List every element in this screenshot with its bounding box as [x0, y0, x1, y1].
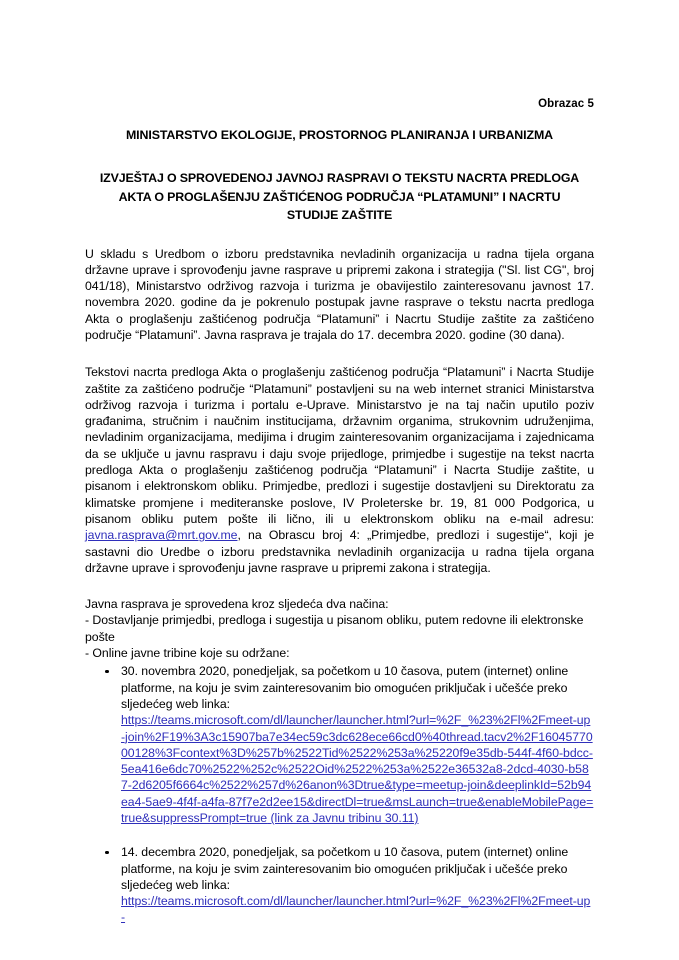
tribune-url-link[interactable]	[121, 712, 594, 826]
tribune-url-text: https://teams.microsoft.com/dl/launcher/launcher.html?url=%2F_%23%2Fl%2Fmeet-up-	[121, 894, 591, 925]
paragraph-publication-part-1: Tekstovi nacrta predloga Akta o proglašenju zaštićenog područja “Platamuni” i Nacrta Studije zaštite za zaštićeno područje “Platamuni” postavljeni su na web internet stranici Ministarstva održivog razvoja i turizma i portalu e-Uprave. Ministarstvo je na taj način uputilo poziv građanima, stručnim i naučnim institucijama, državnim organima, strukovnim udruženjima, nevladinim organizacijama, medijima i drugim zainteresovanim organizacijama i zajednicama da se uključe u javnu raspravu i daju svoje prijedloge, primjedbe i sugestije na tekst nacrta predloga Akta o proglašenju zaštićenog područja “Platamuni” i Nacrta Studije zaštite, u pisanom i elektronskom obliku. Primjedbe, predlozi i sugestije dostavljeni su Direktoratu za klimatske promjene i mediteranske poslove, IV Proleterske br. 19, 81 000 Podgorica, u pisanom obliku putem pošte ili lično, ili u elektronskom obliku na e-mail adresu:	[85, 365, 594, 526]
tribune-url-text: https://teams.microsoft.com/dl/launcher/launcher.html?url=%2F_%23%2Fl%2Fmeet-up-join%2F19%3A3c15907ba7e34ec59c3dc628ece66cd0%40thread.tacv2%2F1604577000128%3Fcontext%3D%257b%2522Tid%2522%253a%25220f9e35db-544f-4f60-bdcc-5ea416e6dc70%2522%252c%2522Oid%2522%253a%2522e36532a8-2dcd-4030-b587-2d6205f6664c%2522%257d%26anon%3Dtrue&type=meetup-join&deeplinkId=52b94ea4-5ae9-4f4f-a4fa-87f7e2d2ee15&directDl=true&msLaunch=true&enableMobilePage=true&suppressPrompt=true	[121, 713, 594, 825]
list-item	[85, 844, 594, 925]
paragraph-publication-part-2: , na Obrascu broj 4: „Primjedbe, predlozi i sugestije“, koji je sastavni dio Uredbe o izboru predstavnika nevladinih organizacija u radna tijela organa državne uprave i sprovođenju javne rasprave u pripremi zakona i strategija.	[85, 528, 594, 575]
methods-item-written: - Dostavljanje primjedbi, predloga i sugestija u pisanom obliku, putem redovne ili elektronske pošte	[85, 613, 584, 644]
document-title-line-3: STUDIJE ZAŠTITE	[286, 208, 393, 222]
tribune-list	[85, 663, 594, 925]
methods-block	[85, 596, 594, 661]
list-item	[85, 663, 594, 826]
bullet-icon	[105, 851, 109, 855]
methods-item-online: - Online javne tribine koje su održane:	[85, 646, 290, 661]
document-title-line-1: IZVJEŠTAJ O SPROVEDENOJ JAVNOJ RASPRAVI O TEKSTU NACRTA PREDLOGA	[99, 171, 580, 185]
paragraph-intro: U skladu s Uredbom o izboru predstavnika nevladinih organizacija u radna tijela organa državne uprave i sprovođenju javne rasprave u pripremi zakona i strategija ("Sl. list CG", broj 041/18), Ministarstvo održivog razvoja i turizma je obavijestilo zainteresovanu javnost 17. novembra 2020. godine da je pokrenulo postupak javne rasprave o tekstu nacrta predloga Akta o proglašenju zaštićenog područja “Platamuni” i Nacrtu Studije zaštite za zaštićeno područje “Platamuni”. Javna rasprava je trajala do 17. decembra 2020. godine (30 dana).	[85, 246, 594, 342]
form-number: Obrazac 5	[538, 98, 594, 110]
methods-intro: Javna rasprava je sprovedena kroz sljedeća dva načina:	[85, 597, 389, 612]
document-title	[85, 169, 594, 225]
bullet-icon	[105, 670, 109, 674]
tribune-description: 30. novembra 2020, ponedjeljak, sa početkom u 10 časova, putem (internet) online platforme, na koju je svim zainteresovanim bio omogućen priključak i učešće preko sljedećeg web linka:	[121, 664, 569, 711]
tribune-description: 14. decembra 2020, ponedjeljak, sa početkom u 10 časova, putem (internet) online platforme, na koju je svim zainteresovanim bio omogućen priključak i učešće preko sljedećeg web linka:	[121, 845, 569, 892]
document-title-line-2: AKTA O PROGLAŠENJU ZAŠTIĆENOG PODRUČJA “PLATAMUNI” I NACRTU	[118, 189, 561, 204]
ministry-heading: MINISTARSTVO EKOLOGIJE, PROSTORNOG PLANIRANJA I URBANIZMA	[125, 128, 554, 142]
tribune-link-label[interactable]: (link za Javnu tribinu 30.11)	[270, 811, 419, 825]
email-link[interactable]: javna.rasprava@mrt.gov.me	[85, 528, 238, 543]
tribune-url-link[interactable]	[121, 893, 594, 926]
paragraph-publication	[85, 364, 594, 576]
